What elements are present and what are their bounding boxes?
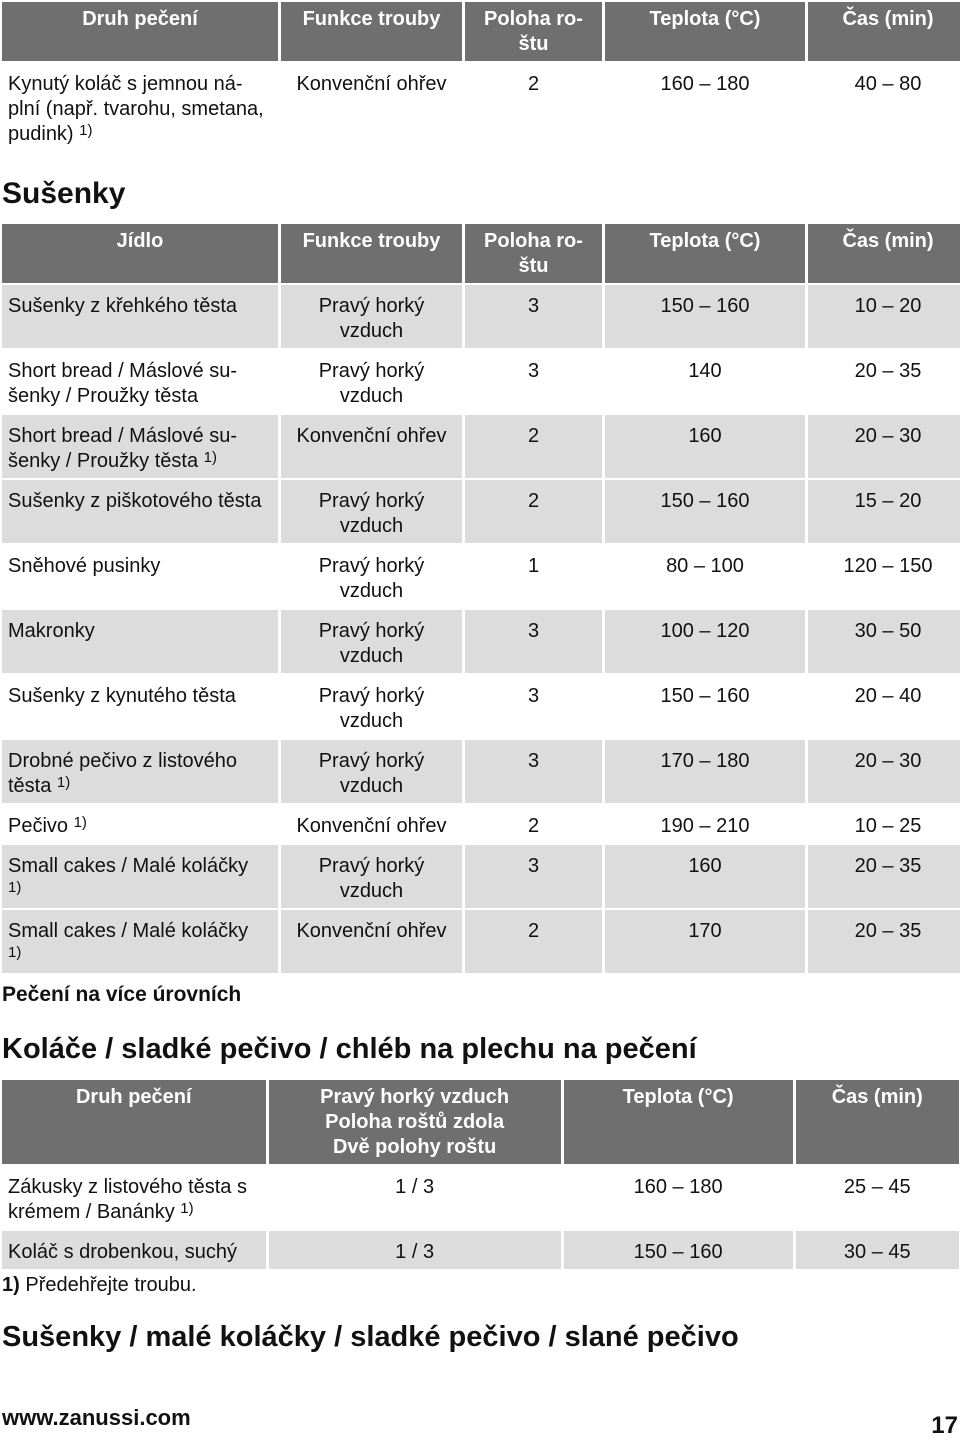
footnote-ref: 1)	[8, 879, 22, 896]
food-name: Pečivo	[8, 815, 69, 837]
footnote-ref: 1)	[8, 944, 22, 961]
func-cell: Pravý horký vzduch	[281, 545, 462, 608]
time-cell: 20 – 35	[808, 350, 960, 413]
temp-cell: 100 – 120	[605, 610, 805, 673]
time-cell: 120 – 150	[808, 545, 960, 608]
section-heading-biscuits: Sušenky / malé koláčky / sladké pečivo / slané pečivo	[2, 1321, 739, 1353]
pos-cell: 1 / 3	[269, 1231, 561, 1269]
temp-cell: 190 – 210	[605, 805, 805, 843]
pos-cell: 3	[465, 740, 602, 803]
header-cell: Poloha ro- štu	[465, 2, 602, 61]
food-name: Koláč s drobenkou, suchý	[8, 1241, 238, 1263]
func-cell: Pravý horký vzduch	[281, 740, 462, 803]
table-biscuits	[0, 222, 960, 975]
pos-cell: 3	[465, 350, 602, 413]
func-cell: Konvenční ohřev	[281, 415, 462, 478]
temp-cell: 80 – 100	[605, 545, 805, 608]
pos-cell: 3	[465, 675, 602, 738]
temp-cell: 150 – 160	[605, 480, 805, 543]
table-row	[2, 675, 960, 738]
table-multilevel-cakes	[0, 1078, 960, 1271]
pos-cell: 2	[465, 805, 602, 843]
time-cell: 20 – 35	[808, 910, 960, 973]
food-cell	[2, 415, 278, 478]
func-cell: Pravý horký vzduch	[281, 845, 462, 908]
header-cell: Teplota (°C)	[605, 224, 805, 283]
time-cell: 20 – 40	[808, 675, 960, 738]
header-cell: Teplota (°C)	[605, 2, 805, 61]
pos-cell: 1	[465, 545, 602, 608]
food-cell	[2, 1166, 266, 1229]
pos-cell: 1 / 3	[269, 1166, 561, 1229]
time-cell: 40 – 80	[808, 63, 960, 151]
table-row	[2, 1166, 959, 1229]
func-cell: Konvenční ohřev	[281, 805, 462, 843]
table3-body	[2, 1166, 959, 1269]
pos-cell: 3	[465, 610, 602, 673]
food-name: Sušenky z kynutého těsta	[8, 685, 236, 707]
header-cell: Čas (min)	[808, 2, 960, 61]
table1-body	[2, 63, 960, 151]
time-cell: 25 – 45	[796, 1166, 959, 1229]
func-cell: Pravý horký vzduch	[281, 480, 462, 543]
page-number: 17	[931, 1412, 958, 1439]
temp-cell: 170	[605, 910, 805, 973]
footnote-ref: 1)	[56, 774, 71, 791]
food-name: Sušenky z piškotového těsta	[8, 490, 262, 512]
table-header-row	[2, 2, 960, 61]
footnote-ref: 1)	[180, 1200, 194, 1217]
table-row	[2, 910, 960, 973]
food-name: Short bread / Máslové su- šenky / Proužky těsta	[8, 425, 237, 472]
food-cell	[2, 910, 278, 973]
temp-cell: 160	[605, 415, 805, 478]
temp-cell: 150 – 160	[605, 675, 805, 738]
temp-cell: 160 – 180	[564, 1166, 793, 1229]
table-row	[2, 740, 960, 803]
food-cell	[2, 285, 278, 348]
time-cell: 10 – 25	[808, 805, 960, 843]
temp-cell: 150 – 160	[564, 1231, 793, 1269]
food-name: Sušenky z křehkého těsta	[8, 295, 238, 317]
temp-cell: 140	[605, 350, 805, 413]
header-cell: Čas (min)	[796, 1080, 959, 1164]
header-cell: Pravý horký vzduch Poloha roštů zdola Dvě polohy roštu	[269, 1080, 561, 1164]
food-cell	[2, 675, 278, 738]
func-cell: Konvenční ohřev	[281, 63, 462, 151]
table-row	[2, 285, 960, 348]
temp-cell: 170 – 180	[605, 740, 805, 803]
food-cell	[2, 1231, 266, 1269]
food-cell	[2, 480, 278, 543]
pos-cell: 3	[465, 285, 602, 348]
footnote-text: Předehřejte troubu.	[25, 1274, 197, 1296]
footnote	[2, 1274, 197, 1297]
func-cell: Pravý horký vzduch	[281, 285, 462, 348]
section-heading-susenky: Sušenky	[2, 177, 126, 210]
food-name: Small cakes / Malé koláčky	[8, 855, 249, 877]
table-row	[2, 545, 960, 608]
temp-cell: 160	[605, 845, 805, 908]
time-cell: 20 – 30	[808, 415, 960, 478]
food-cell	[2, 63, 278, 151]
func-cell: Pravý horký vzduch	[281, 675, 462, 738]
food-name: Short bread / Máslové su- šenky / Proužky těsta	[8, 360, 237, 407]
time-cell: 30 – 45	[796, 1231, 959, 1269]
time-cell: 30 – 50	[808, 610, 960, 673]
pos-cell: 2	[465, 910, 602, 973]
func-cell: Konvenční ohřev	[281, 910, 462, 973]
section-heading-cakes: Koláče / sladké pečivo / chléb na plechu na pečení	[2, 1033, 697, 1065]
time-cell: 20 – 30	[808, 740, 960, 803]
temp-cell: 160 – 180	[605, 63, 805, 151]
pos-cell: 3	[465, 845, 602, 908]
table-row	[2, 350, 960, 413]
pos-cell: 2	[465, 415, 602, 478]
header-cell: Čas (min)	[808, 224, 960, 283]
food-cell	[2, 350, 278, 413]
footnote-marker: 1)	[2, 1274, 20, 1296]
food-name: Sněhové pusinky	[8, 555, 161, 577]
header-cell: Druh pečení	[2, 1080, 266, 1164]
table-row	[2, 480, 960, 543]
header-cell: Druh pečení	[2, 2, 278, 61]
section-heading-multilevel: Pečení na více úrovních	[2, 983, 242, 1006]
header-cell: Poloha ro- štu	[465, 224, 602, 283]
time-cell: 15 – 20	[808, 480, 960, 543]
food-name: Zákusky z listového těsta s krémem / Banánky	[8, 1176, 247, 1223]
food-name: Small cakes / Malé koláčky	[8, 920, 249, 942]
food-cell	[2, 610, 278, 673]
pos-cell: 2	[465, 480, 602, 543]
table2-body	[2, 285, 960, 973]
header-cell: Teplota (°C)	[564, 1080, 793, 1164]
table-row	[2, 1231, 959, 1269]
table-row	[2, 805, 960, 843]
time-cell: 20 – 35	[808, 845, 960, 908]
footnote-ref: 1)	[203, 449, 217, 466]
table-yeast-cake	[0, 0, 960, 153]
pos-cell: 2	[465, 63, 602, 151]
table-header-row	[2, 1080, 959, 1164]
temp-cell: 150 – 160	[605, 285, 805, 348]
food-cell	[2, 805, 278, 843]
table-row	[2, 845, 960, 908]
time-cell: 10 – 20	[808, 285, 960, 348]
footer-url: www.zanussi.com	[2, 1405, 191, 1430]
table-header-row	[2, 224, 960, 283]
footnote-ref: 1)	[79, 122, 93, 139]
func-cell: Pravý horký vzduch	[281, 610, 462, 673]
food-name: Kynutý koláč s jemnou ná- plní (např. tvarohu, smetana, pudink)	[8, 73, 264, 145]
header-cell: Funkce trouby	[281, 2, 462, 61]
food-cell	[2, 740, 278, 803]
func-cell: Pravý horký vzduch	[281, 350, 462, 413]
table-row	[2, 610, 960, 673]
header-cell: Funkce trouby	[281, 224, 462, 283]
table-row	[2, 63, 960, 151]
table-row	[2, 415, 960, 478]
food-cell	[2, 545, 278, 608]
food-name: Makronky	[8, 620, 95, 642]
footnote-ref: 1)	[73, 814, 87, 831]
header-cell: Jídlo	[2, 224, 278, 283]
food-cell	[2, 845, 278, 908]
food-name: Drobné pečivo z listového těsta	[8, 750, 238, 797]
